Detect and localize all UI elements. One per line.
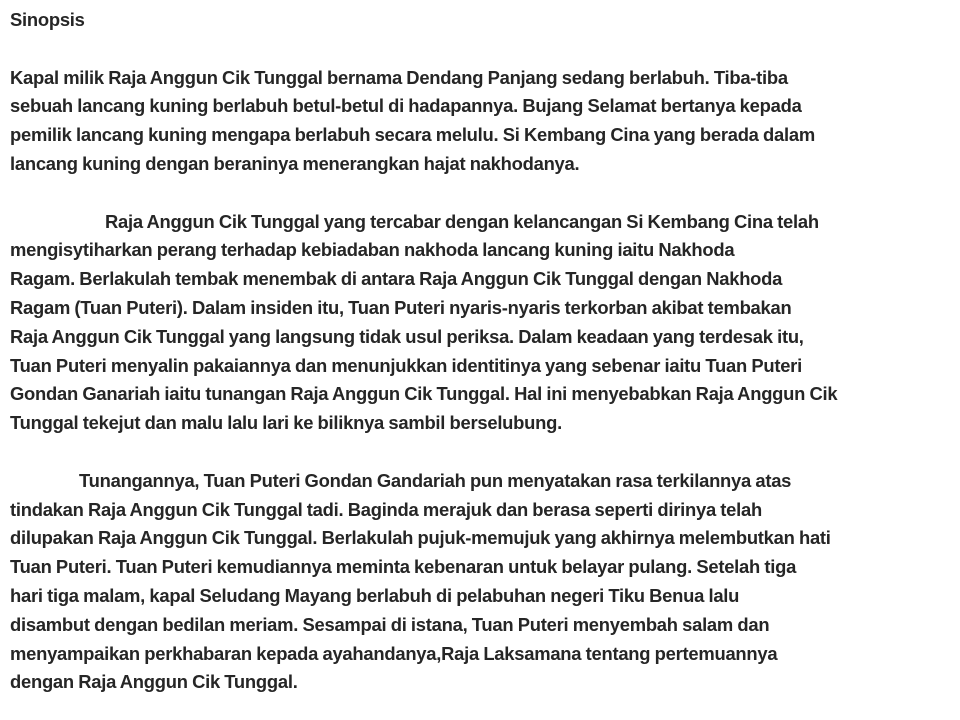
paragraph-line: Kapal milik Raja Anggun Cik Tunggal bernama Dendang Panjang sedang berlabuh. Tiba-tiba [10,66,788,88]
paragraph-line: Ragam (Tuan Puteri). Dalam insiden itu, Tuan Puteri nyaris-nyaris terkorban akibat tembakan [10,296,792,318]
paragraph-line: Tuan Puteri menyalin pakaiannya dan menunjukkan identitinya yang sebenar iaitu Tuan Puteri [10,354,802,376]
document-title: Sinopsis [10,9,85,30]
paragraph-line: Tunangannya, Tuan Puteri Gondan Gandariah pun menyatakan rasa terkilannya atas [79,469,792,491]
paragraph-line: mengisytiharkan perang terhadap kebiadaban nakhoda lancang kuning iaitu Nakhoda [10,239,735,261]
paragraph-line: Tunggal tekejut dan malu lalu lari ke biliknya sambil berselubung. [10,412,562,434]
paragraph-line: Tuan Puteri. Tuan Puteri kemudiannya meminta kebenaran untuk belayar pulang. Setelah tiga [10,556,797,578]
spacer [10,438,952,467]
paragraph-line: tindakan Raja Anggun Cik Tunggal tadi. Baginda merajuk dan berasa seperti dirinya telah [10,498,762,520]
paragraph-line: lancang kuning dengan beraninya menerangkan hajat nakhodanya. [10,152,580,174]
paragraph-line: Raja Anggun Cik Tunggal yang tercabar dengan kelancangan Si Kembang Cina telah [105,210,819,232]
paragraph-line: disambut dengan bedilan meriam. Sesampai di istana, Tuan Puteri menyembah salam dan [10,613,770,635]
paragraph-line: Gondan Ganariah iaitu tunangan Raja Anggun Cik Tunggal. Hal ini menyebabkan Raja Anggun Cik [10,383,838,405]
paragraph-line: dengan Raja Anggun Cik Tunggal. [10,671,298,693]
paragraph-line: hari tiga malam, kapal Seludang Mayang berlabuh di pelabuhan negeri Tiku Benua lalu [10,584,740,606]
paragraph-line: dilupakan Raja Anggun Cik Tunggal. Berlakulah pujuk-memujuk yang akhirnya melembutkan hati [10,527,831,549]
paragraph-line: sebuah lancang kuning berlabuh betul-betul di hadapannya. Bujang Selamat bertanya kepada [10,95,802,117]
paragraph-line: menyampaikan perkhabaran kepada ayahandanya,Raja Laksamana tentang pertemuannya [10,642,778,664]
spacer [10,179,952,208]
paragraph-2 [10,208,952,438]
document-body [10,6,952,697]
paragraph-1 [10,64,952,179]
spacer [10,35,952,64]
paragraph-line: Ragam. Berlakulah tembak menembak di antara Raja Anggun Cik Tunggal dengan Nakhoda [10,268,783,290]
paragraph-line: pemilik lancang kuning mengapa berlabuh secara melulu. Si Kembang Cina yang berada dalam [10,124,815,146]
paragraph-line: Raja Anggun Cik Tunggal yang langsung tidak usul periksa. Dalam keadaan yang terdesak itu, [10,325,804,347]
paragraph-3 [10,467,952,697]
